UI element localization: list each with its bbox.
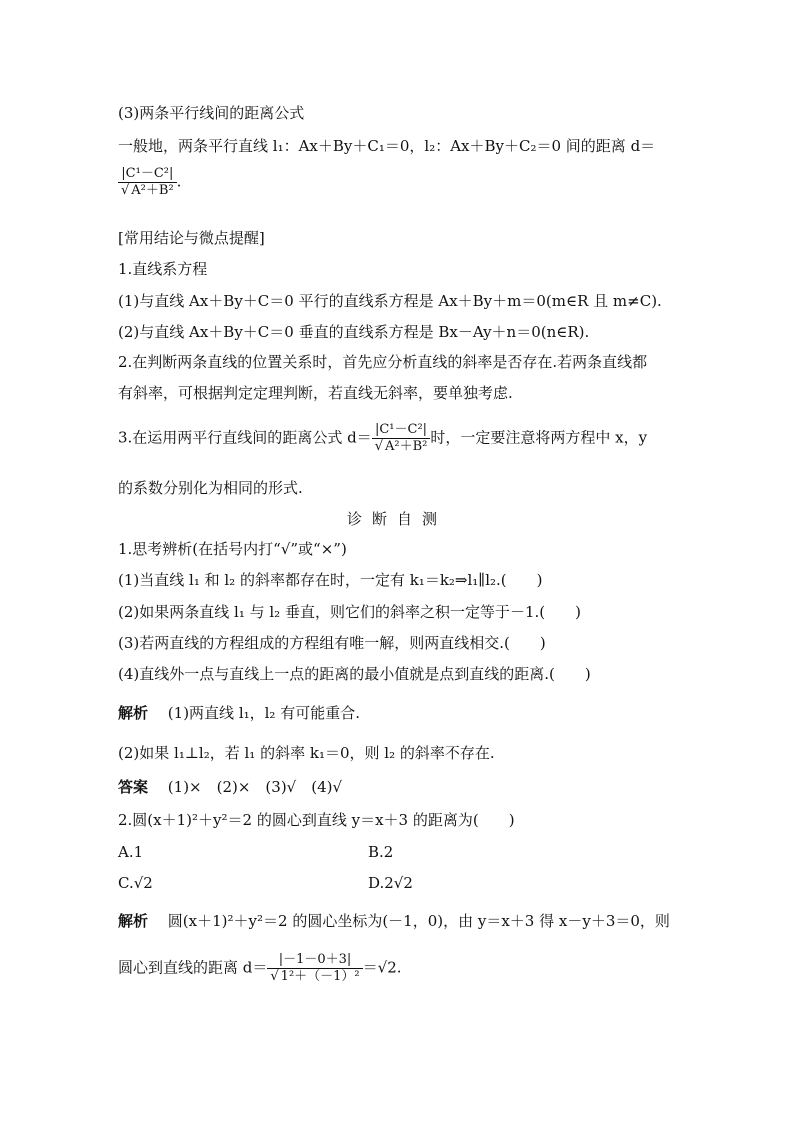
analysis-1: 解析 (1)两直线 l₁，l₂ 有可能重合. (118, 704, 360, 722)
option-a: A.1 (118, 843, 144, 861)
option-b: B.2 (368, 843, 394, 861)
q1-item3: (3)若两直线的方程组成的方程组有唯一解，则两直线相交.( ) (118, 634, 546, 652)
tip2-line1: 2.在判断两条直线的位置关系时，首先应分析直线的斜率是否存在.若两条直线都 (118, 353, 648, 371)
q1-title: 1.思考辨析(在括号内打“√”或“×”) (118, 540, 347, 558)
q1-item1: (1)当直线 l₁ 和 l₂ 的斜率都存在时，一定有 k₁＝k₂⇒l₁∥l₂.( ) (118, 571, 543, 589)
tip3-fraction: $\frac{\text{|C¹－C²|}}{\text{√ A²＋B²}}$ (372, 422, 431, 455)
tip1-title: 1.直线系方程 (118, 260, 208, 278)
analysis-2: (2)如果 l₁⊥l₂，若 l₁ 的斜率 k₁＝0，则 l₂ 的斜率不存在. (118, 744, 495, 762)
tips-heading: [常用结论与微点提醒] (118, 229, 265, 247)
tip1-a: (1)与直线 Ax＋By＋C＝0 平行的直线系方程是 Ax＋By＋m＝0(m∈R 且 m≠C). (118, 292, 662, 310)
tip2-line2: 有斜率，可根据判定定理判断，若直线无斜率，要单独考虑. (118, 384, 513, 402)
q1-item2: (2)如果两条直线 l₁ 与 l₂ 垂直，则它们的斜率之积一定等于－1.( ) (118, 603, 581, 621)
tip1-b: (2)与直线 Ax＋By＋C＝0 垂直的直线系方程是 Bx－Ay＋n＝0(n∈R). (118, 323, 590, 341)
option-d: D.2√2 (368, 874, 413, 892)
formula-numerator: |C¹－C²| (118, 166, 177, 183)
q2-stem: 2.圆(x＋1)²＋y²＝2 的圆心到直线 y＝x＋3 的距离为( ) (118, 811, 515, 829)
self-test-heading: 诊断自测 (346, 510, 447, 528)
answer-line: 答案 (1)× (2)× (3)√ (4)√ (118, 778, 343, 796)
q1-item4: (4)直线外一点与直线上一点的距离的最小值就是点到直线的距离.( ) (118, 665, 591, 683)
distance-formula: $\frac{\text{|C¹－C²|}}{\text{√ A²＋B²}}$ . (118, 166, 181, 199)
distance-formula-text: 一般地，两条平行直线 l₁：Ax＋By＋C₁＝0，l₂：Ax＋By＋C₂＝0 间的距离 d＝ (118, 137, 656, 155)
distance-fraction: $\frac{|-1-0+3|}{\text{√ 1²＋（－1）²}}$ (267, 952, 362, 985)
tip3-line2: 的系数分别化为相同的形式. (118, 479, 303, 497)
section-title: (3)两条平行线间的距离公式 (118, 104, 305, 122)
analysis-label: 解析 (118, 704, 149, 722)
analysis-label-2: 解析 (118, 912, 149, 930)
option-c: C.√2 (118, 874, 153, 892)
analysis-4: 圆心到直线的距离 d＝ $\frac{|-1-0+3|}{\text{√ 1²＋（－1）²}}$ ＝√2. (118, 952, 402, 984)
formula-denominator: A²＋B² (131, 183, 174, 198)
tip3-line1: 3.在运用两平行直线间的距离公式 d＝ $\frac{\text{|C¹－C²|}}{\text{√ A²＋B²}}$ 时，一定要注意将两方程中 x，y (118, 422, 648, 454)
formula-fraction: $\frac{\text{|C¹－C²|}}{\text{√ A²＋B²}}$ (118, 166, 177, 199)
analysis-3: 解析 圆(x＋1)²＋y²＝2 的圆心坐标为(－1，0)，由 y＝x＋3 得 x－y＋3＝0，则 (118, 912, 670, 930)
answer-label: 答案 (118, 778, 149, 796)
